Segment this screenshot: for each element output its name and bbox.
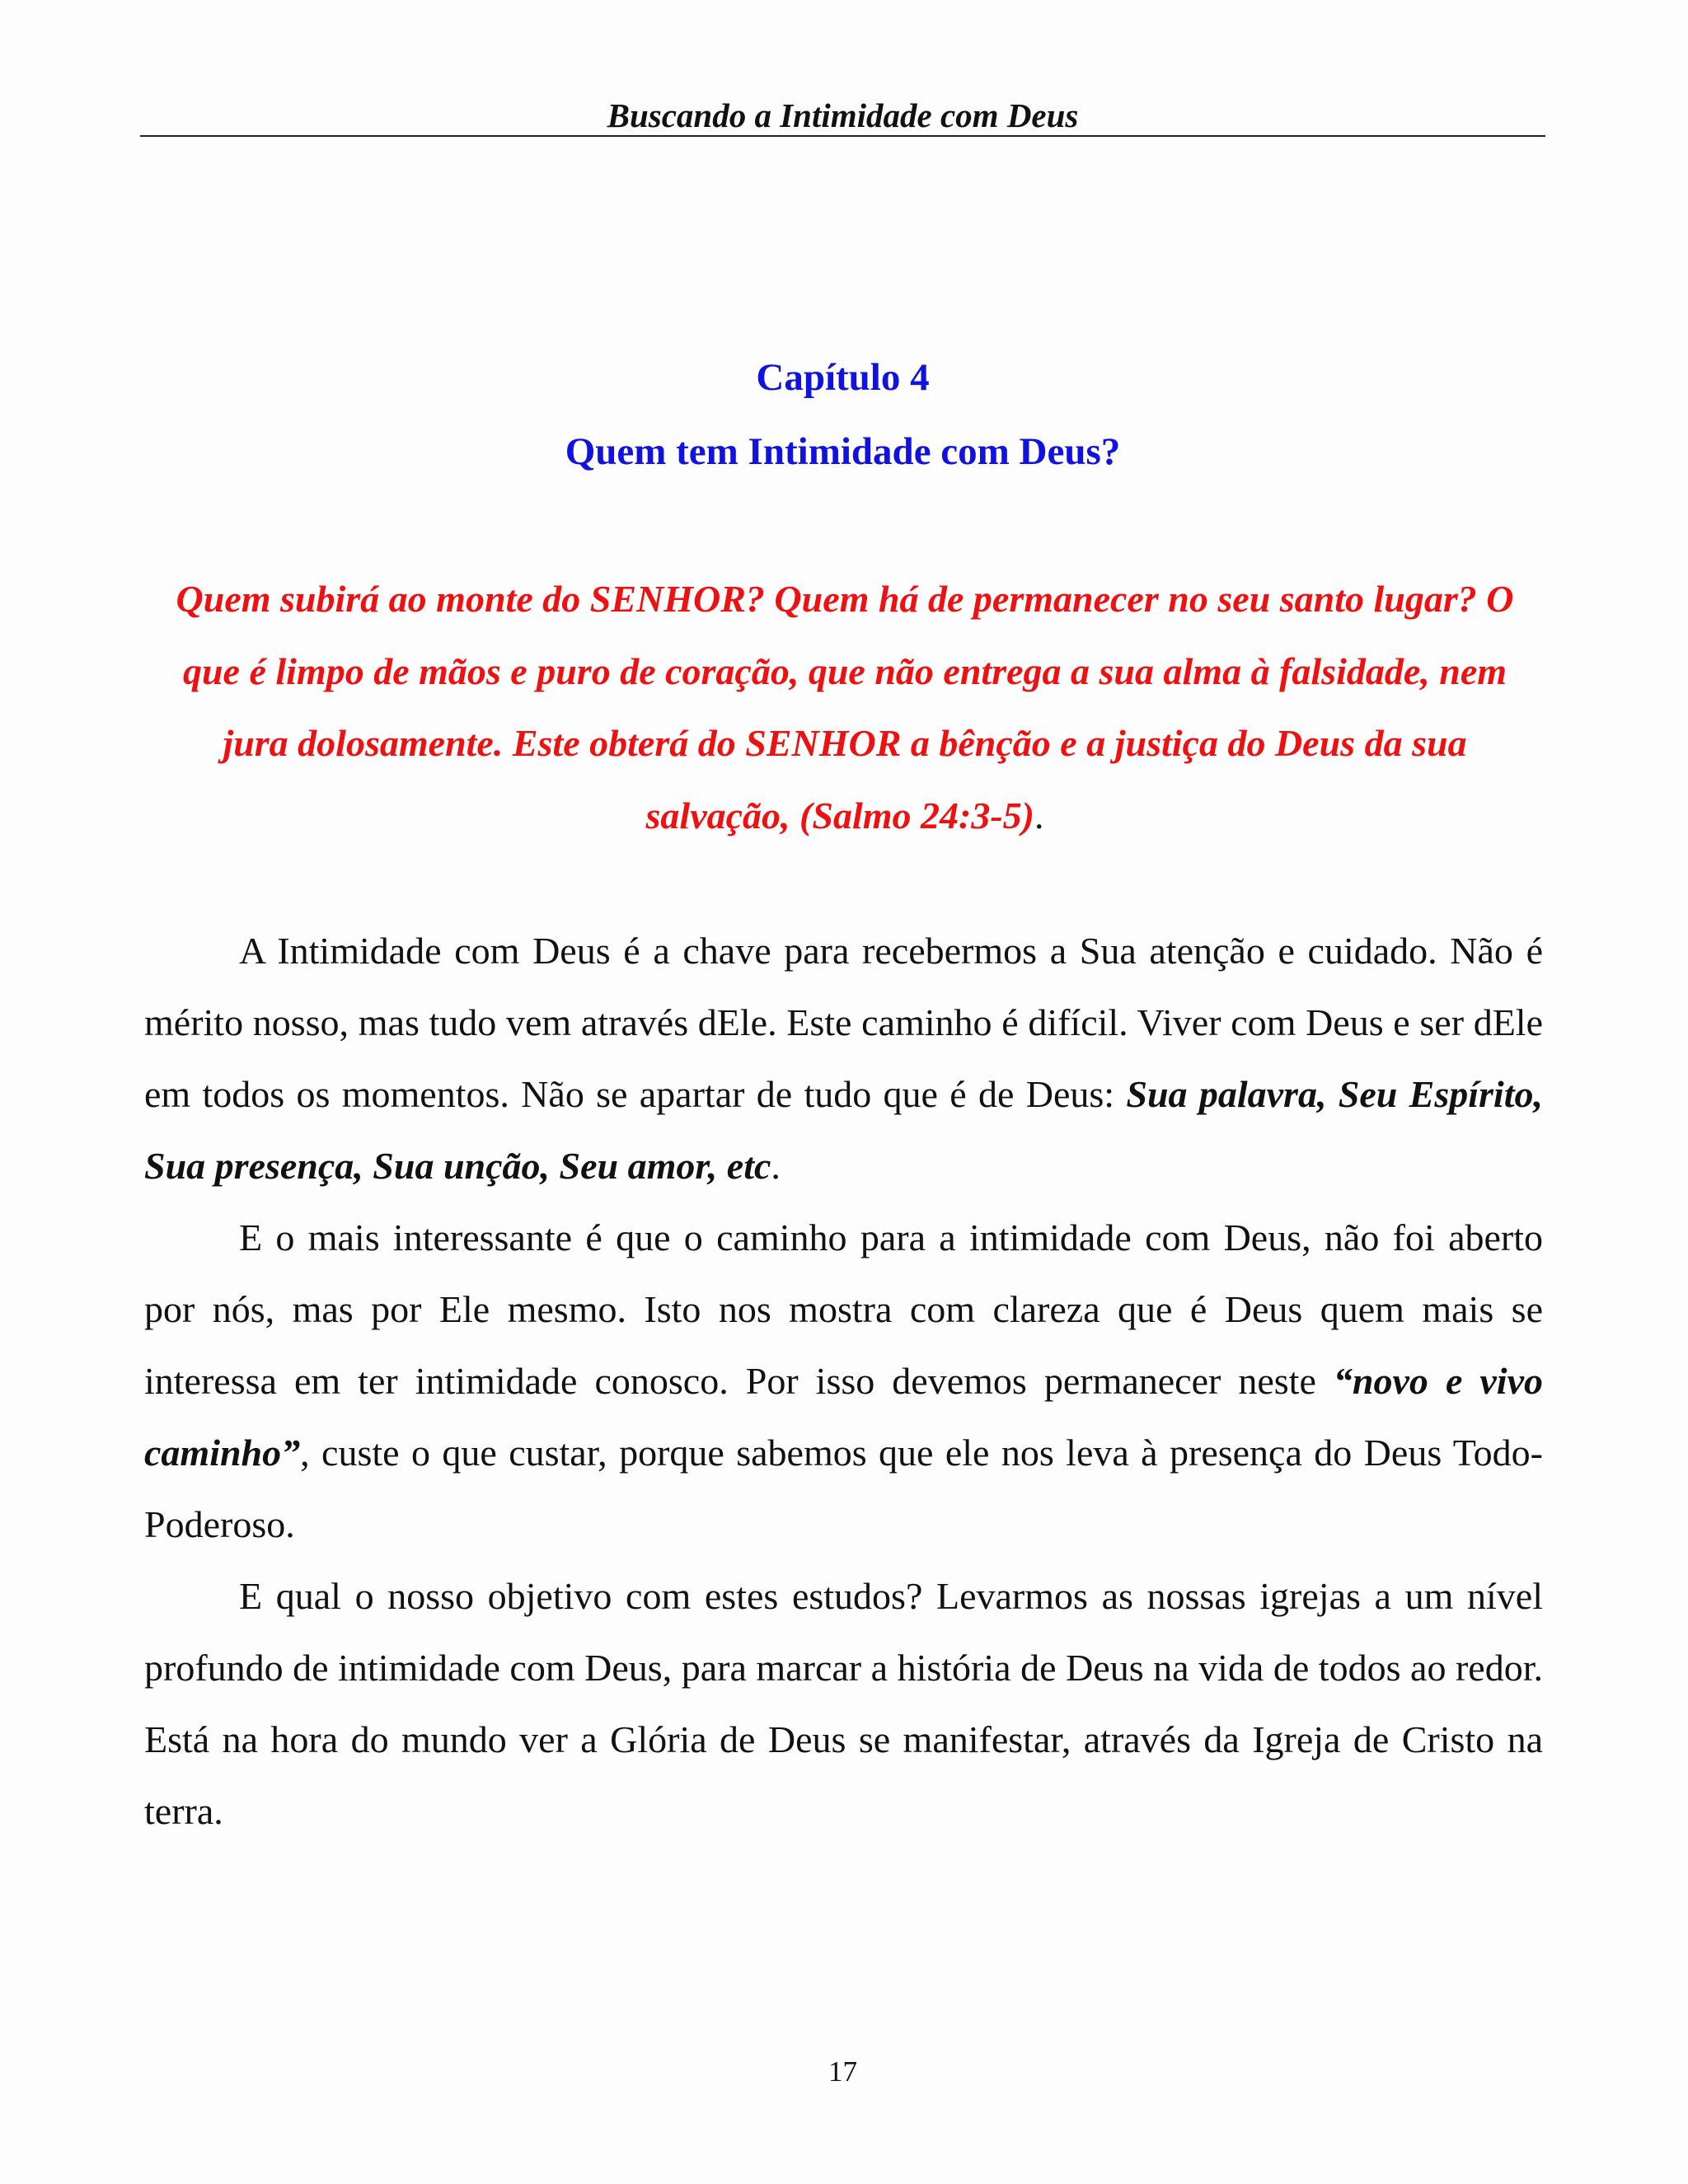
paragraph-text: , custe o que custar, porque sabemos que ele nos leva à presença do Deus Todo-Poderoso. bbox=[144, 1432, 1543, 1545]
running-header: Buscando a Intimidade com Deus bbox=[607, 96, 1079, 134]
body-text bbox=[144, 915, 1543, 1847]
chapter-title: Quem tem Intimidade com Deus? bbox=[565, 430, 1121, 473]
epigraph-quote bbox=[148, 563, 1541, 851]
paragraph-text: A Intimidade com Deus é a chave para recebermos a Sua atenção e cuidado. Não é mérito nosso, mas tudo vem através dEle. Este caminho é difícil. Viver com Deus e ser dEle em todos os momentos. Não se apartar de tudo que é de Deus: bbox=[144, 930, 1543, 1115]
paragraph bbox=[144, 1560, 1543, 1847]
paragraph bbox=[144, 915, 1543, 1202]
paragraph-text: E qual o nosso objetivo com estes estudos? Levarmos as nossas igrejas a um nível profundo de intimidade com Deus, para marcar a história de Deus na vida de todos ao redor. Está na hora do mundo ver a Glória de Deus se manifestar, através da Igreja de Cristo na terra. bbox=[144, 1575, 1543, 1832]
emphasis-text: Sua palavra, Seu Espírito, Sua presença, Sua unção, Seu amor, etc bbox=[144, 1073, 1543, 1187]
paragraph-text: E o mais interessante é que o caminho para a intimidade com Deus, não foi aberto por nós, mas por Ele mesmo. Isto nos mostra com clareza que é Deus quem mais se interessa em ter intimidade conosco. Por isso devemos permanecer neste bbox=[144, 1216, 1543, 1402]
paragraph-text: . bbox=[771, 1145, 781, 1187]
paragraph bbox=[144, 1202, 1543, 1560]
epigraph-text: Quem subirá ao monte do SENHOR? Quem há de permanecer no seu santo lugar? O que é limpo de mãos e puro de coração, que não entrega a sua alma à falsidade, nem jura dolosamente. Este obterá do SENHOR a bênção e a justiça do Deus da sua salvação, (Salmo 24:3-5) bbox=[176, 578, 1514, 837]
page-number: 17 bbox=[828, 2055, 857, 2088]
emphasis-text: “novo e vivo caminho” bbox=[144, 1360, 1544, 1474]
epigraph-punctuation: . bbox=[1034, 794, 1044, 837]
header-divider bbox=[140, 135, 1545, 137]
chapter-number: Capítulo 4 bbox=[756, 356, 930, 399]
